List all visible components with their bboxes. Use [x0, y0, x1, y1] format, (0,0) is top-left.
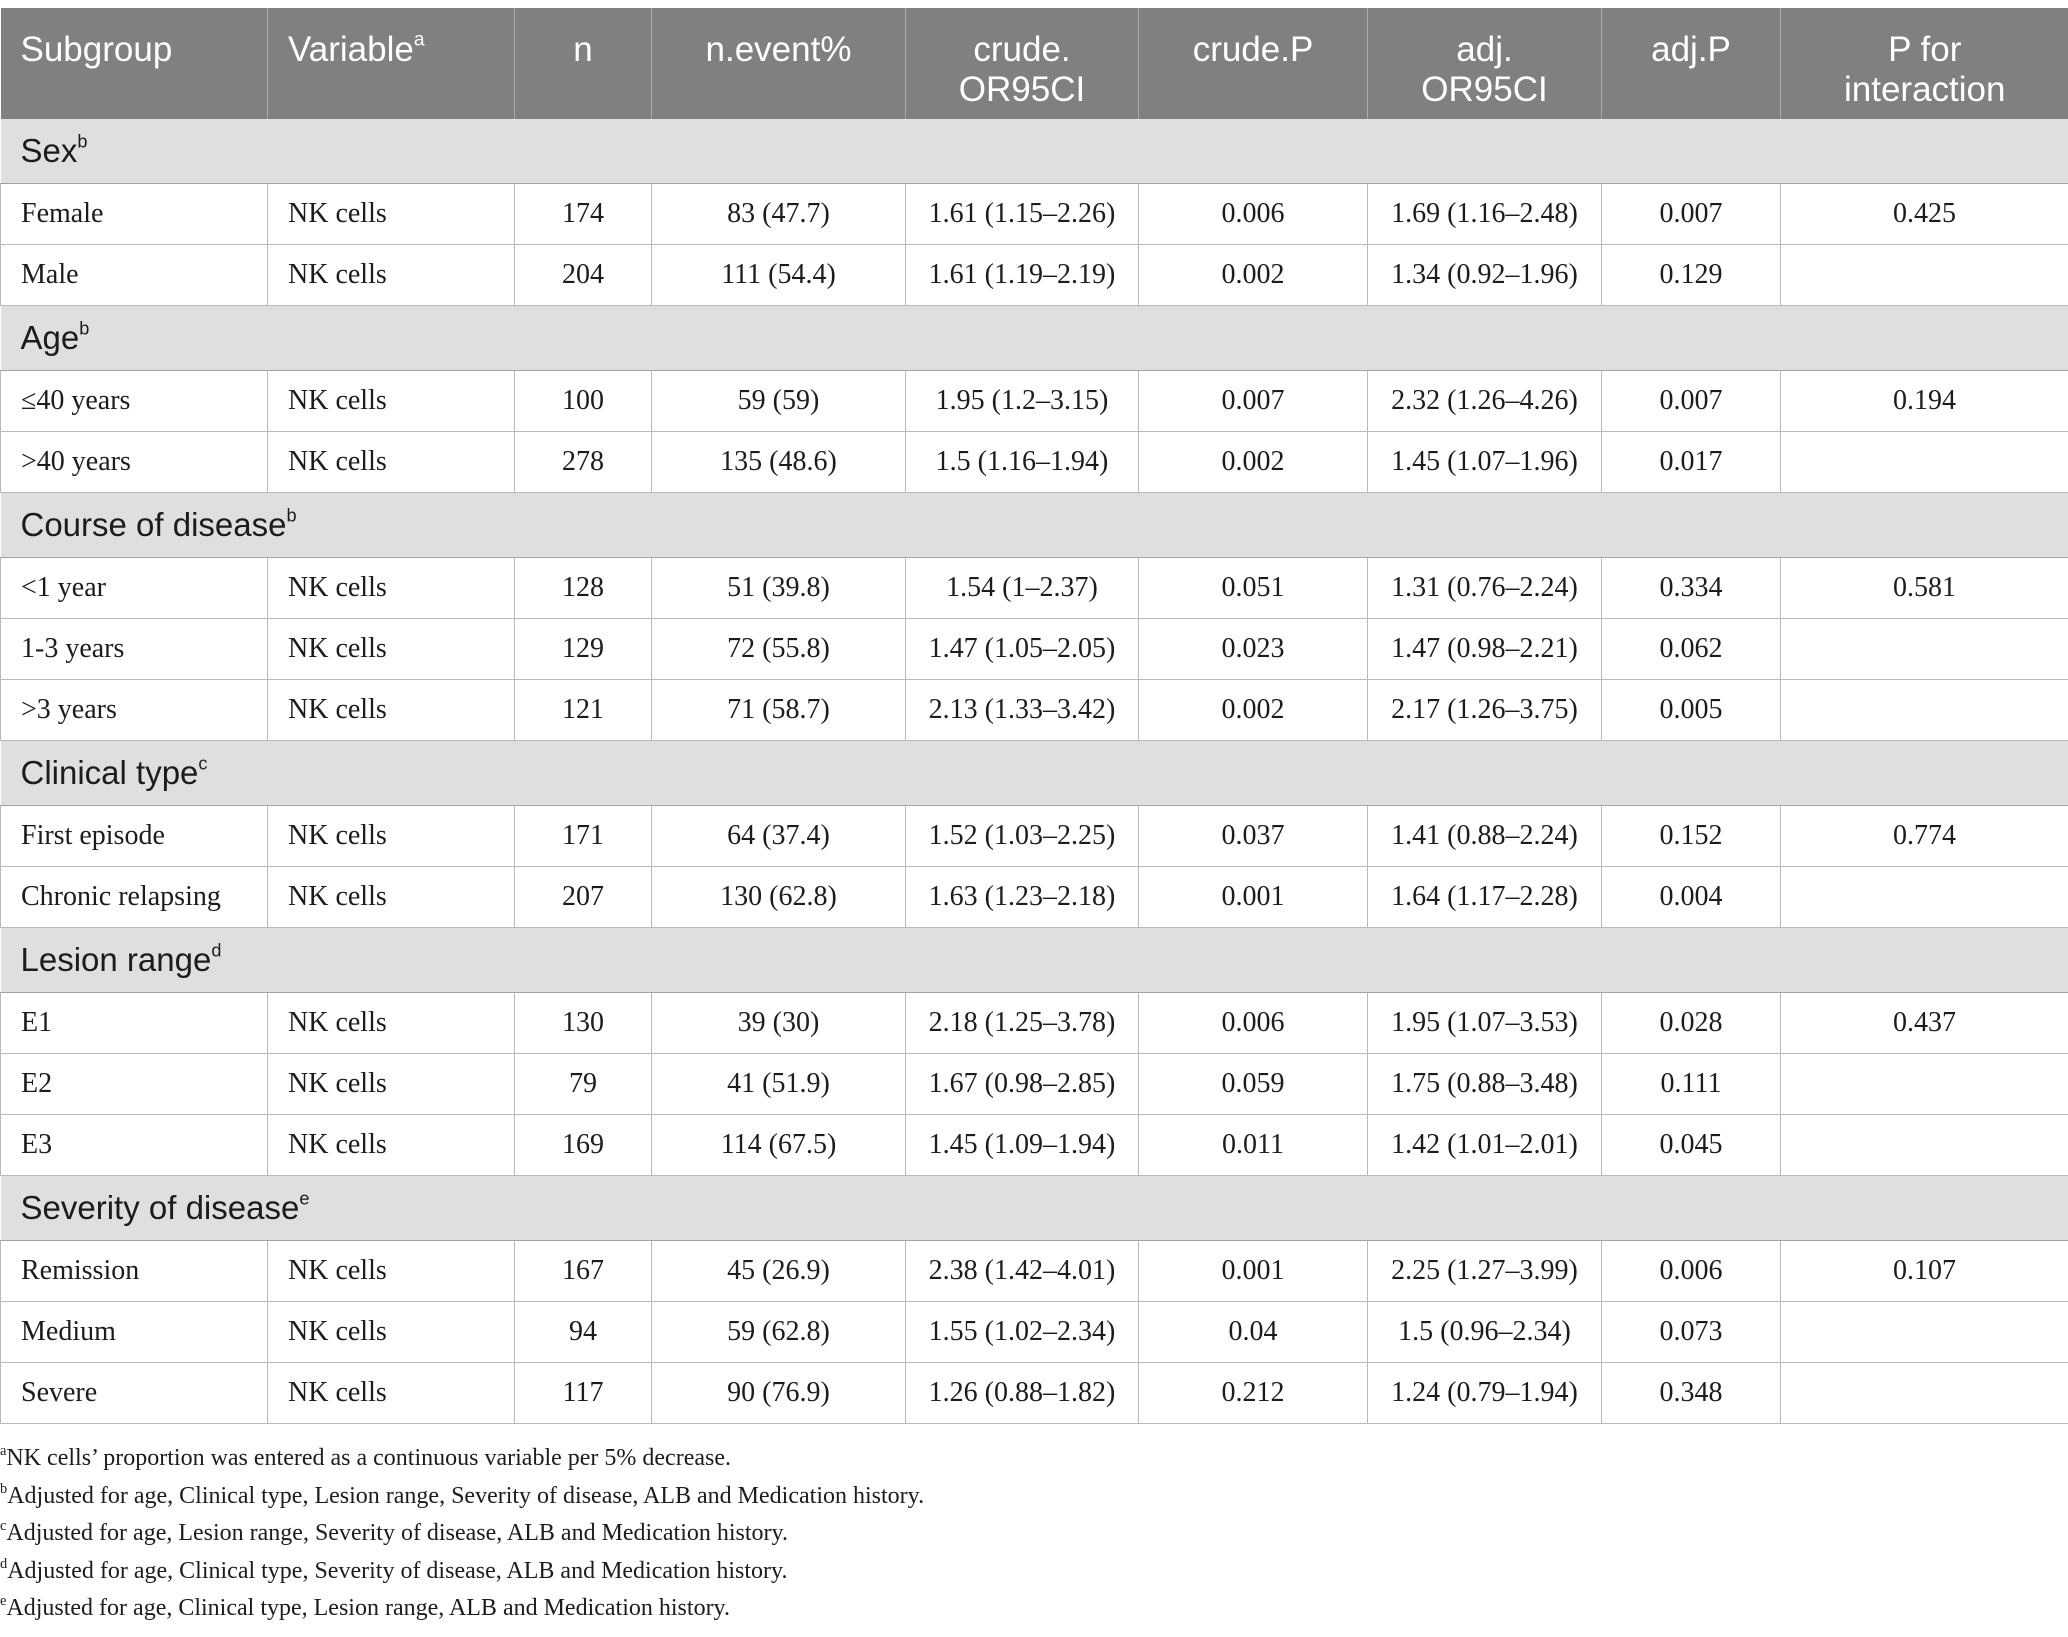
table-row	[1, 1054, 2068, 1115]
n-cell: 169	[515, 1115, 652, 1176]
n-cell: 79	[515, 1054, 652, 1115]
footnotes	[0, 1440, 924, 1628]
n-event-cell: 45 (26.9)	[652, 1241, 906, 1302]
n-event-cell: 72 (55.8)	[652, 619, 906, 680]
adj-or-cell: 1.41 (0.88–2.24)	[1368, 806, 1602, 867]
header-subgroup-label: Subgroup	[20, 30, 173, 69]
variable-cell: NK cells	[268, 1115, 515, 1176]
subgroup-cell: First episode	[1, 806, 268, 867]
crude-or-cell: 2.18 (1.25–3.78)	[906, 993, 1139, 1054]
adj-p-cell: 0.152	[1602, 806, 1781, 867]
adj-or-cell: 1.34 (0.92–1.96)	[1368, 245, 1602, 306]
adj-p-cell: 0.073	[1602, 1302, 1781, 1363]
header-n-event-label: n.event%	[705, 30, 852, 69]
group-header-cell	[1, 119, 2068, 184]
crude-or-cell: 1.45 (1.09–1.94)	[906, 1115, 1139, 1176]
adj-or-cell: 1.31 (0.76–2.24)	[1368, 558, 1602, 619]
n-event-cell: 135 (48.6)	[652, 432, 906, 493]
p-interaction-cell: 0.194	[1781, 371, 2068, 432]
adj-p-cell: 0.007	[1602, 371, 1781, 432]
n-cell: 207	[515, 867, 652, 928]
header-n-label: n	[573, 30, 593, 69]
n-cell: 167	[515, 1241, 652, 1302]
footnote-text: Adjusted for age, Clinical type, Lesion range, ALB and Medication history.	[6, 1595, 730, 1621]
n-event-cell: 83 (47.7)	[652, 184, 906, 245]
variable-cell: NK cells	[268, 558, 515, 619]
subgroup-cell: Remission	[1, 1241, 268, 1302]
variable-cell: NK cells	[268, 371, 515, 432]
table-row	[1, 1115, 2068, 1176]
header-variable-label: Variable	[288, 30, 414, 69]
group-footnote-mark: e	[299, 1188, 310, 1209]
adj-or-cell: 1.45 (1.07–1.96)	[1368, 432, 1602, 493]
group-title: Sex	[20, 132, 78, 169]
variable-cell: NK cells	[268, 680, 515, 741]
n-cell: 174	[515, 184, 652, 245]
table-row	[1, 371, 2068, 432]
crude-or-cell: 1.52 (1.03–2.25)	[906, 806, 1139, 867]
crude-or-cell: 1.54 (1–2.37)	[906, 558, 1139, 619]
header-n	[515, 8, 652, 119]
crude-or-cell: 1.5 (1.16–1.94)	[906, 432, 1139, 493]
n-cell: 94	[515, 1302, 652, 1363]
n-cell: 171	[515, 806, 652, 867]
variable-cell: NK cells	[268, 245, 515, 306]
header-adj-p-label: adj.P	[1651, 30, 1731, 69]
crude-p-cell: 0.002	[1139, 245, 1368, 306]
adj-p-cell: 0.006	[1602, 1241, 1781, 1302]
header-adj-p	[1602, 8, 1781, 119]
variable-cell: NK cells	[268, 184, 515, 245]
n-event-cell: 59 (62.8)	[652, 1302, 906, 1363]
adj-p-cell: 0.005	[1602, 680, 1781, 741]
crude-or-cell: 1.63 (1.23–2.18)	[906, 867, 1139, 928]
p-interaction-cell: 0.774	[1781, 806, 2068, 867]
adj-or-cell: 1.5 (0.96–2.34)	[1368, 1302, 1602, 1363]
adj-or-cell: 1.24 (0.79–1.94)	[1368, 1363, 1602, 1424]
footnote-line	[0, 1515, 924, 1553]
adj-or-cell: 1.47 (0.98–2.21)	[1368, 619, 1602, 680]
footnote-line	[0, 1478, 924, 1516]
n-event-cell: 90 (76.9)	[652, 1363, 906, 1424]
group-header-cell	[1, 306, 2068, 371]
table-row	[1, 680, 2068, 741]
table-row	[1, 245, 2068, 306]
variable-cell: NK cells	[268, 619, 515, 680]
n-cell: 130	[515, 993, 652, 1054]
variable-cell: NK cells	[268, 432, 515, 493]
group-title: Severity of disease	[20, 1189, 300, 1226]
subgroup-cell: E1	[1, 993, 268, 1054]
header-crude-or-line1: crude.	[973, 30, 1071, 69]
table-row	[1, 993, 2068, 1054]
table-body	[1, 119, 2068, 1424]
group-footnote-mark: b	[286, 505, 297, 526]
p-interaction-cell	[1781, 680, 2068, 741]
crude-p-cell: 0.001	[1139, 867, 1368, 928]
p-interaction-cell: 0.581	[1781, 558, 2068, 619]
n-event-cell: 39 (30)	[652, 993, 906, 1054]
adj-p-cell: 0.129	[1602, 245, 1781, 306]
group-header-cell	[1, 493, 2068, 558]
adj-or-cell: 2.32 (1.26–4.26)	[1368, 371, 1602, 432]
header-subgroup	[1, 8, 268, 119]
header-p-interaction-line1: P for	[1888, 30, 1962, 69]
footnote-text: NK cells’ proportion was entered as a continuous variable per 5% decrease.	[6, 1445, 731, 1471]
footnote-line	[0, 1553, 924, 1591]
header-crude-p	[1139, 8, 1368, 119]
adj-p-cell: 0.111	[1602, 1054, 1781, 1115]
p-interaction-cell	[1781, 1363, 2068, 1424]
adj-p-cell: 0.045	[1602, 1115, 1781, 1176]
n-event-cell: 59 (59)	[652, 371, 906, 432]
header-p-interaction-line2: interaction	[1844, 70, 2006, 109]
p-interaction-cell	[1781, 432, 2068, 493]
n-event-cell: 114 (67.5)	[652, 1115, 906, 1176]
table-row	[1, 1302, 2068, 1363]
crude-p-cell: 0.006	[1139, 993, 1368, 1054]
table-row	[1, 558, 2068, 619]
group-header-cell	[1, 1176, 2068, 1241]
adj-or-cell: 1.69 (1.16–2.48)	[1368, 184, 1602, 245]
adj-p-cell: 0.062	[1602, 619, 1781, 680]
n-cell: 129	[515, 619, 652, 680]
p-interaction-cell	[1781, 1302, 2068, 1363]
table-row	[1, 806, 2068, 867]
footnote-text: Adjusted for age, Clinical type, Severity of disease, ALB and Medication history.	[7, 1557, 788, 1584]
table-row	[1, 867, 2068, 928]
group-title: Lesion range	[20, 941, 212, 978]
variable-cell: NK cells	[268, 1241, 515, 1302]
group-footnote-mark: b	[79, 318, 90, 339]
crude-or-cell: 1.55 (1.02–2.34)	[906, 1302, 1139, 1363]
p-interaction-cell	[1781, 1115, 2068, 1176]
subgroup-cell: E3	[1, 1115, 268, 1176]
crude-p-cell: 0.04	[1139, 1302, 1368, 1363]
crude-p-cell: 0.212	[1139, 1363, 1368, 1424]
header-crude-or-line2: OR95CI	[958, 70, 1086, 109]
crude-or-cell: 2.13 (1.33–3.42)	[906, 680, 1139, 741]
n-cell: 121	[515, 680, 652, 741]
variable-cell: NK cells	[268, 1054, 515, 1115]
subgroup-table-container	[0, 8, 2068, 1424]
footnote-mark: a	[0, 1442, 7, 1459]
crude-p-cell: 0.059	[1139, 1054, 1368, 1115]
adj-or-cell: 1.64 (1.17–2.28)	[1368, 867, 1602, 928]
n-cell: 100	[515, 371, 652, 432]
subgroup-cell: >3 years	[1, 680, 268, 741]
header-n-event	[652, 8, 906, 119]
crude-p-cell: 0.002	[1139, 680, 1368, 741]
subgroup-cell: Medium	[1, 1302, 268, 1363]
footnote-mark: c	[0, 1517, 7, 1534]
header-crude-p-label: crude.P	[1192, 30, 1314, 69]
table-row	[1, 432, 2068, 493]
crude-p-cell: 0.051	[1139, 558, 1368, 619]
adj-p-cell: 0.334	[1602, 558, 1781, 619]
variable-cell: NK cells	[268, 1302, 515, 1363]
subgroup-cell: 1-3 years	[1, 619, 268, 680]
n-cell: 204	[515, 245, 652, 306]
header-adj-or-line2: OR95CI	[1421, 70, 1548, 109]
table-header	[1, 8, 2068, 119]
group-header-cell	[1, 741, 2068, 806]
group-title: Clinical type	[20, 754, 199, 791]
table-row	[1, 184, 2068, 245]
header-row	[1, 8, 2068, 119]
header-p-interaction	[1781, 8, 2068, 119]
subgroup-cell: Chronic relapsing	[1, 867, 268, 928]
subgroup-cell: E2	[1, 1054, 268, 1115]
group-title: Age	[20, 319, 80, 356]
p-interaction-cell: 0.107	[1781, 1241, 2068, 1302]
crude-or-cell: 2.38 (1.42–4.01)	[906, 1241, 1139, 1302]
table-row	[1, 1363, 2068, 1424]
group-footnote-mark: d	[211, 940, 222, 961]
p-interaction-cell	[1781, 619, 2068, 680]
group-header-row	[1, 1176, 2068, 1241]
adj-or-cell: 1.42 (1.01–2.01)	[1368, 1115, 1602, 1176]
crude-or-cell: 1.26 (0.88–1.82)	[906, 1363, 1139, 1424]
p-interaction-cell: 0.437	[1781, 993, 2068, 1054]
crude-or-cell: 1.61 (1.19–2.19)	[906, 245, 1139, 306]
adj-p-cell: 0.017	[1602, 432, 1781, 493]
footnote-text: Adjusted for age, Lesion range, Severity of disease, ALB and Medication history.	[6, 1520, 788, 1546]
group-header-row	[1, 493, 2068, 558]
subgroup-cell: >40 years	[1, 432, 268, 493]
table-row	[1, 619, 2068, 680]
group-footnote-mark: b	[77, 131, 88, 152]
subgroup-analysis-table	[0, 8, 2068, 1424]
group-title: Course of disease	[20, 506, 287, 543]
crude-or-cell: 1.61 (1.15–2.26)	[906, 184, 1139, 245]
crude-p-cell: 0.037	[1139, 806, 1368, 867]
adj-p-cell: 0.348	[1602, 1363, 1781, 1424]
n-event-cell: 130 (62.8)	[652, 867, 906, 928]
subgroup-cell: Female	[1, 184, 268, 245]
n-event-cell: 71 (58.7)	[652, 680, 906, 741]
crude-p-cell: 0.001	[1139, 1241, 1368, 1302]
header-adj-or	[1368, 8, 1602, 119]
adj-p-cell: 0.007	[1602, 184, 1781, 245]
n-cell: 117	[515, 1363, 652, 1424]
p-interaction-cell	[1781, 1054, 2068, 1115]
crude-p-cell: 0.002	[1139, 432, 1368, 493]
adj-p-cell: 0.004	[1602, 867, 1781, 928]
n-event-cell: 111 (54.4)	[652, 245, 906, 306]
subgroup-cell: <1 year	[1, 558, 268, 619]
n-event-cell: 64 (37.4)	[652, 806, 906, 867]
footnote-mark: d	[0, 1555, 8, 1572]
variable-cell: NK cells	[268, 806, 515, 867]
subgroup-cell: Severe	[1, 1363, 268, 1424]
adj-or-cell: 1.95 (1.07–3.53)	[1368, 993, 1602, 1054]
crude-or-cell: 1.47 (1.05–2.05)	[906, 619, 1139, 680]
n-event-cell: 51 (39.8)	[652, 558, 906, 619]
n-cell: 278	[515, 432, 652, 493]
header-variable	[268, 8, 515, 119]
adj-or-cell: 1.75 (0.88–3.48)	[1368, 1054, 1602, 1115]
p-interaction-cell	[1781, 245, 2068, 306]
header-adj-or-line1: adj.	[1456, 30, 1513, 69]
group-header-row	[1, 306, 2068, 371]
variable-cell: NK cells	[268, 867, 515, 928]
crude-p-cell: 0.007	[1139, 371, 1368, 432]
crude-p-cell: 0.011	[1139, 1115, 1368, 1176]
crude-or-cell: 1.95 (1.2–3.15)	[906, 371, 1139, 432]
group-header-row	[1, 119, 2068, 184]
crude-p-cell: 0.006	[1139, 184, 1368, 245]
footnote-line	[0, 1440, 924, 1478]
header-crude-or	[906, 8, 1139, 119]
header-variable-footnote-mark: a	[413, 29, 425, 51]
p-interaction-cell: 0.425	[1781, 184, 2068, 245]
adj-p-cell: 0.028	[1602, 993, 1781, 1054]
p-interaction-cell	[1781, 867, 2068, 928]
subgroup-cell: ≤40 years	[1, 371, 268, 432]
n-cell: 128	[515, 558, 652, 619]
n-event-cell: 41 (51.9)	[652, 1054, 906, 1115]
adj-or-cell: 2.17 (1.26–3.75)	[1368, 680, 1602, 741]
crude-p-cell: 0.023	[1139, 619, 1368, 680]
variable-cell: NK cells	[268, 993, 515, 1054]
group-header-row	[1, 928, 2068, 993]
group-header-row	[1, 741, 2068, 806]
adj-or-cell: 2.25 (1.27–3.99)	[1368, 1241, 1602, 1302]
group-header-cell	[1, 928, 2068, 993]
subgroup-cell: Male	[1, 245, 268, 306]
footnote-text: Adjusted for age, Clinical type, Lesion range, Severity of disease, ALB and Medication history.	[7, 1482, 925, 1509]
crude-or-cell: 1.67 (0.98–2.85)	[906, 1054, 1139, 1115]
footnote-mark: b	[0, 1480, 8, 1497]
footnote-mark: e	[0, 1592, 7, 1609]
variable-cell: NK cells	[268, 1363, 515, 1424]
group-footnote-mark: c	[198, 753, 208, 774]
footnote-line	[0, 1590, 924, 1628]
table-row	[1, 1241, 2068, 1302]
